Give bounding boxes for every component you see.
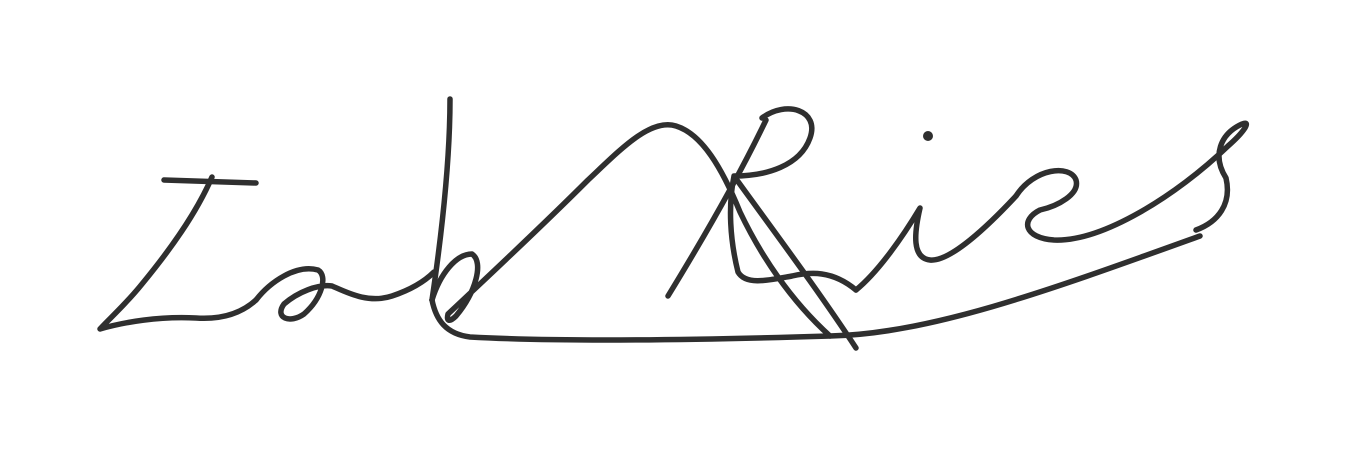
signature-stroke-es [1016, 123, 1246, 240]
signature-stroke-r-stem [668, 120, 766, 296]
signature-stroke-a [256, 269, 434, 319]
signature-stroke-i-main [100, 177, 256, 329]
signature-i-dot [923, 131, 933, 141]
signature-stroke-i [856, 196, 1016, 290]
